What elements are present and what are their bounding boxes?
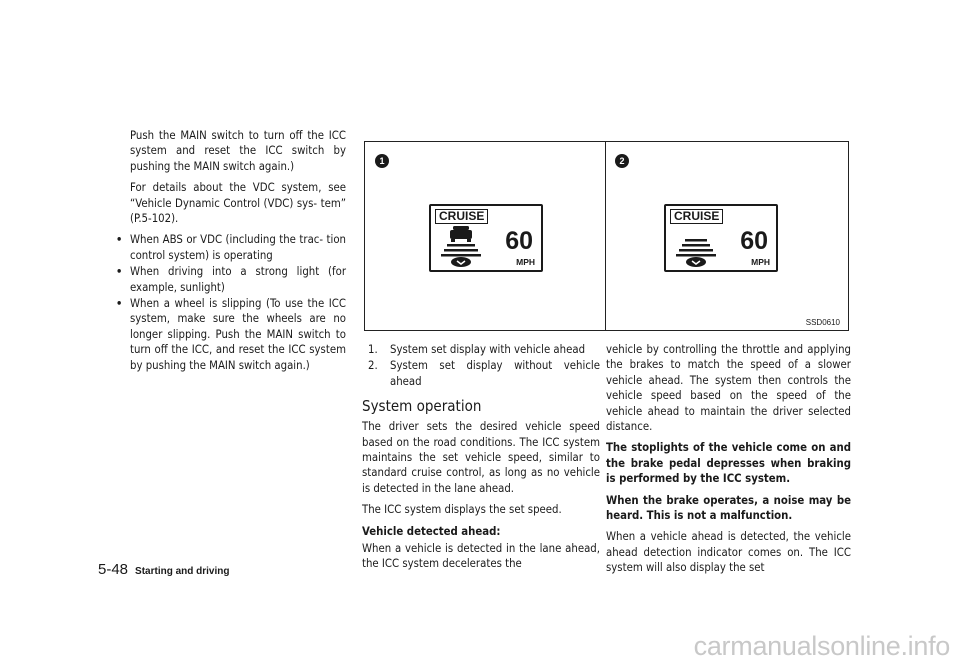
- watermark: carmanualsonline.info: [693, 631, 950, 661]
- paragraph: When a vehicle ahead is detected, the vehicle ahead detection indicator comes on. The ICC system will also display the set: [606, 530, 851, 575]
- figure-display-illustration: [364, 141, 849, 331]
- bold-paragraph: The stoplights of the vehicle come on and the brake pedal depresses when braking is performed by the ICC system.: [606, 441, 851, 486]
- figure-caption-1: [362, 342, 600, 357]
- bullet-item: • When driving into a strong light (for example, sunlight): [116, 264, 346, 295]
- set-speed-value: 60: [505, 227, 533, 255]
- cruise-indicator: CRUISE: [435, 209, 488, 224]
- bullet-item: • When ABS or VDC (including the trac- tion control system) is operating: [116, 232, 346, 263]
- speed-unit: MPH: [751, 257, 770, 267]
- vehicle-ahead-icon: [439, 224, 483, 268]
- paragraph: vehicle by controlling the throttle and applying the brakes to match the speed of a slower vehicle ahead. The system then controls the vehicle speed based on the speed of the vehicle ahead to maintain the driver selected distance.: [606, 343, 851, 434]
- running-footer: Starting and driving: [135, 566, 230, 577]
- cruise-indicator: CRUISE: [670, 209, 723, 224]
- figure-code: SSD0610: [805, 318, 840, 327]
- caption-text: System set display without vehicle ahead: [390, 359, 600, 388]
- section-heading: System operation: [362, 397, 482, 416]
- display-panel-no-vehicle: [664, 204, 778, 272]
- figure-caption-2: [362, 358, 600, 389]
- paragraph: The ICC system displays the set speed.: [362, 503, 562, 517]
- paragraph: Push the MAIN switch to turn off the ICC system and reset the ICC switch by pushing the MAIN switch again.): [130, 129, 346, 173]
- middle-column: [362, 342, 600, 578]
- page-footer: [98, 561, 229, 578]
- right-column: [606, 342, 851, 582]
- set-speed-value: 60: [740, 227, 768, 255]
- figure-number-1: 1: [375, 154, 389, 168]
- paragraph: When a vehicle is detected in the lane ahead, the ICC system decelerates the: [362, 542, 600, 571]
- page-number: 5-48: [98, 561, 129, 578]
- left-column: [116, 128, 346, 374]
- bold-paragraph: When the brake operates, a noise may be heard. This is not a malfunction.: [606, 493, 851, 523]
- speed-unit: MPH: [516, 257, 535, 267]
- subheading: Vehicle detected ahead:: [362, 524, 501, 538]
- display-panel-vehicle-ahead: [429, 204, 543, 272]
- caption-number: 2.: [368, 359, 378, 373]
- paragraph: For details about the VDC system, see “Vehicle Dynamic Control (VDC) sys- tem” (P.5-102).: [130, 181, 346, 226]
- bullet-item: • When a wheel is slipping (To use the ICC system, make sure the wheels are no longer slipping. Push the MAIN switch to turn off the ICC, and reset the ICC system by pushing the MAIN switch again.): [116, 296, 346, 373]
- paragraph: The driver sets the desired vehicle speed based on the road conditions. The ICC system maintains the set vehicle speed, similar to standard cruise control, as long as no vehicle is detected in the lane ahead.: [362, 420, 600, 495]
- figure-number-2: 2: [615, 154, 629, 168]
- caption-number: 1.: [368, 343, 378, 356]
- caption-text: System set display with vehicle ahead: [390, 343, 586, 356]
- distance-bars-icon: [674, 224, 718, 268]
- figure-divider: [605, 142, 606, 330]
